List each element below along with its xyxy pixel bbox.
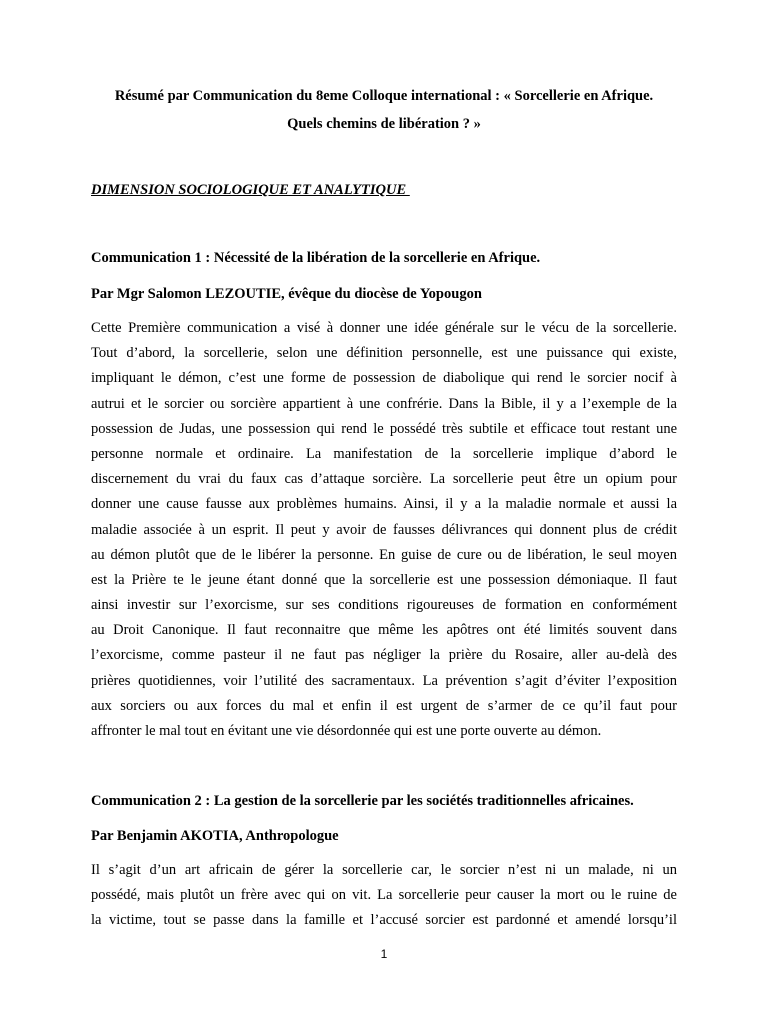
paragraph-line: personne normale et ordinaire. La manifestation de la sorcellerie implique d’abord le: [91, 445, 677, 462]
paragraph-line: est la Prière te le jeune étant donné que la sorcellerie est une possession démoniaque. Il faut: [91, 571, 677, 588]
communication-1-heading: Communication 1 : Nécessité de la libération de la sorcellerie en Afrique.: [91, 250, 541, 266]
communication-2-paragraph: [91, 858, 677, 934]
paragraph-line: maladie associée à un esprit. Il peut y avoir de fausses délivrances qui donnent plus de crédit: [91, 521, 677, 538]
paragraph-line: prières quotidiennes, voir l’utilité des sacramentaux. La prévention s’agit d’éviter l’exposition: [91, 672, 677, 689]
paragraph-line: Tout d’abord, la sorcellerie, selon une définition personnelle, est une puissance qui existe,: [91, 345, 677, 362]
paragraph-line: Il s’agit d’un art africain de gérer la sorcellerie car, le sorcier n’est ni un malade, ni un: [91, 862, 677, 878]
paragraph-line: Cette Première communication a visé à donner une idée générale sur le vécu de la sorcellerie.: [91, 320, 677, 336]
document-title: [91, 82, 677, 138]
paragraph-line: aux sorciers ou aux forces du mal et enfin il est urgent de s’armer de ce qu’il faut pour: [91, 697, 677, 714]
paragraph-line: ainsi investir sur l’exorcisme, sur ses conditions rigoureuses de formation en conformément: [91, 597, 677, 614]
paragraph-line: la victime, tout se passe dans la famille et l’accusé sorcier est pardonné et amendé lorsqu’il: [91, 912, 677, 929]
communication-1-paragraph: [91, 316, 677, 744]
title-line-2: Quels chemins de libération ? »: [287, 116, 481, 132]
paragraph-line: autrui et le sorcier ou sorcière appartient à une confrérie. Dans la Bible, il y a l’exemple de la: [91, 395, 677, 412]
title-line-1: Résumé par Communication du 8eme Colloque international : « Sorcellerie en Afrique.: [114, 88, 654, 104]
paragraph-line: possession de Judas, une possession qui rend le possédé très subtile et efficace tout restant une: [91, 420, 677, 437]
communication-1-author: Par Mgr Salomon LEZOUTIE, évêque du diocèse de Yopougon: [91, 286, 482, 302]
paragraph-line: l’exorcisme, comme pasteur il ne faut pas négliger la prière du Rosaire, aller au-delà des: [91, 647, 677, 664]
paragraph-line: affronter le mal tout en évitant une vie désordonnée qui est une porte ouverte au démon.: [91, 723, 602, 739]
page-number: 1: [380, 947, 388, 961]
paragraph-line: au Droit Canonique. Il faut reconnaitre que même les apôtres ont été limités souvent dans: [91, 622, 677, 639]
section-heading: DIMENSION SOCIOLOGIQUE ET ANALYTIQUE: [91, 182, 410, 198]
paragraph-line: donner une cause fausse aux problèmes humains. Ainsi, il y a la maladie normale et aussi la: [91, 496, 677, 513]
communication-2-heading: Communication 2 : La gestion de la sorcellerie par les sociétés traditionnelles africaines.: [91, 793, 634, 809]
paragraph-line: discernement du vrai du faux cas d’attaque sorcière. La sorcellerie peut être un opium pour: [91, 471, 677, 488]
paragraph-line: possédé, mais plutôt un frère avec qui on vit. La sorcellerie peur causer la mort ou le ruine de: [91, 887, 677, 904]
communication-2-author: Par Benjamin AKOTIA, Anthropologue: [91, 828, 339, 844]
paragraph-line: impliquant le démon, c’est une forme de possession de diabolique qui rend le sorcier nocif à: [91, 370, 677, 387]
paragraph-line: au démon plutôt que de le libérer la personne. En guise de cure ou de libération, le seul moyen: [91, 546, 677, 563]
